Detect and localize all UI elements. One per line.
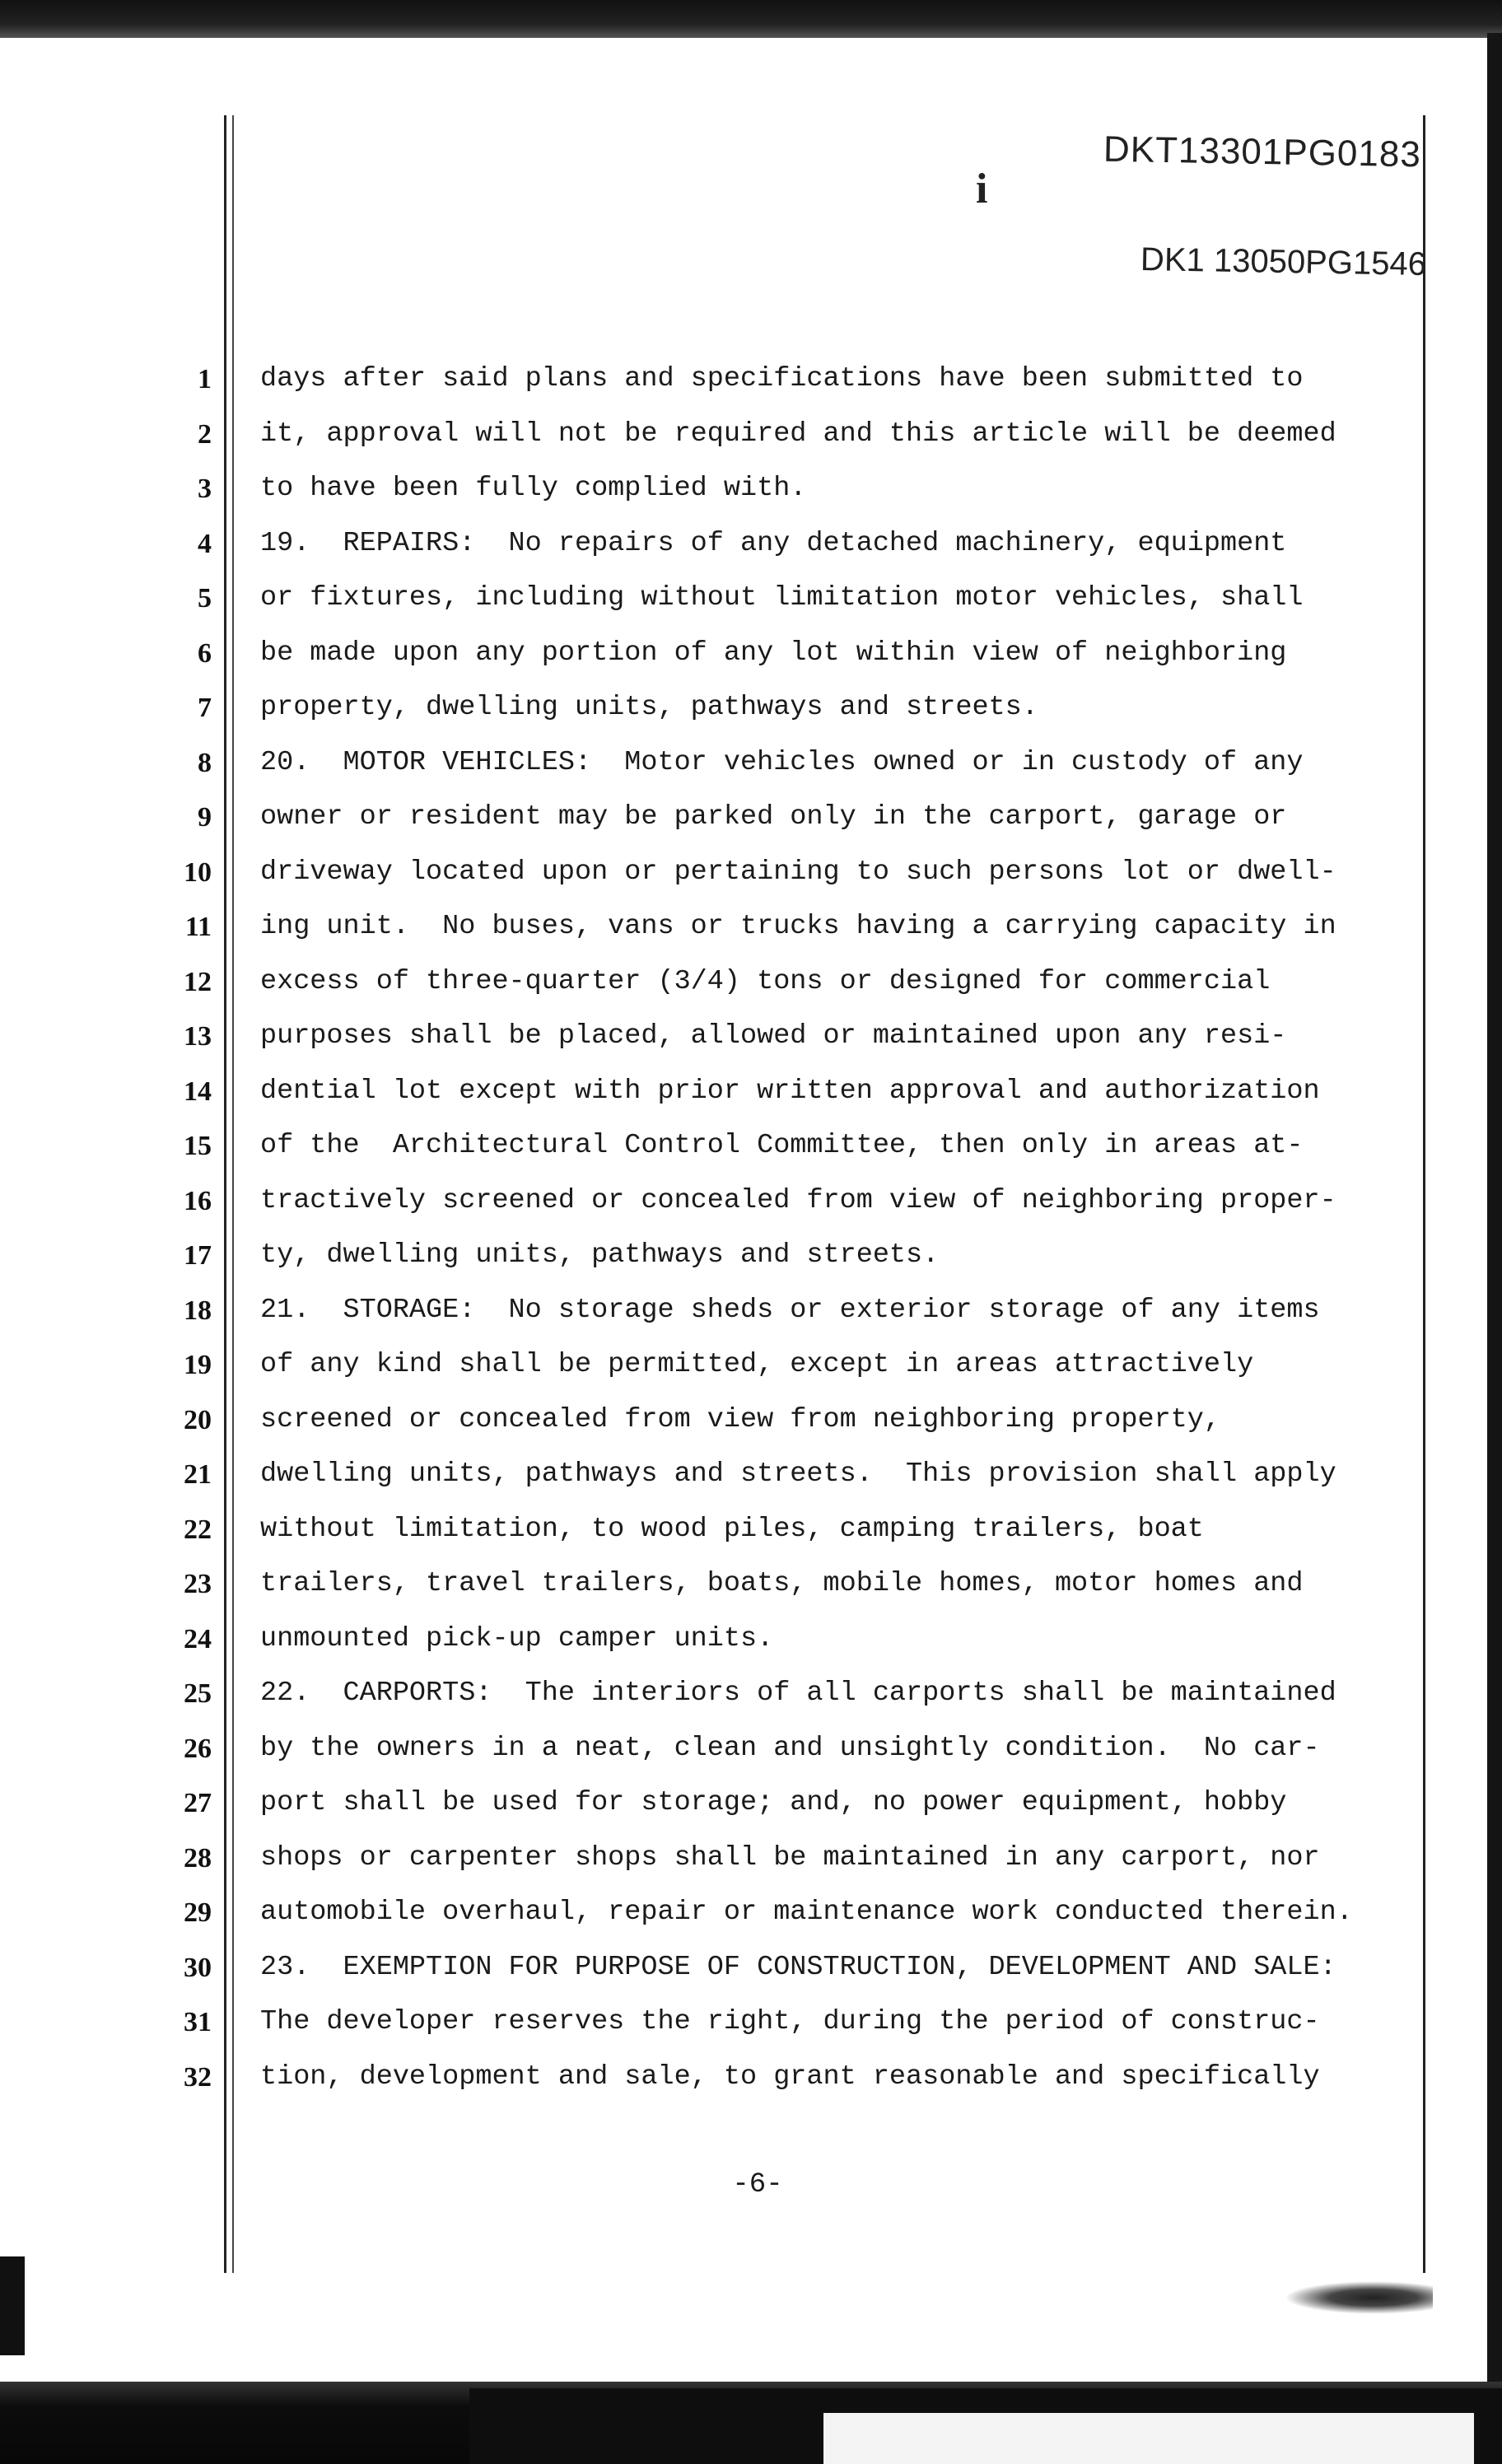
line-number: 26 bbox=[184, 1734, 212, 1764]
line-number: 12 bbox=[184, 967, 212, 997]
line-text: of the Architectural Control Committee, then only in areas at- bbox=[260, 1130, 1304, 1161]
scan-right-border bbox=[1487, 33, 1502, 2464]
line-text: screened or concealed from view from neighboring property, bbox=[260, 1404, 1220, 1435]
line-text: dwelling units, pathways and streets. This provision shall apply bbox=[260, 1458, 1336, 1490]
line-text: be made upon any portion of any lot within view of neighboring bbox=[260, 637, 1287, 669]
page-number: -6- bbox=[732, 2169, 783, 2200]
line-number: 22 bbox=[184, 1514, 212, 1545]
left-margin-rule bbox=[224, 115, 226, 2273]
line-number: 13 bbox=[184, 1021, 212, 1052]
line-text: 20. MOTOR VEHICLES: Motor vehicles owned or in custody of any bbox=[260, 747, 1304, 778]
line-number: 14 bbox=[184, 1076, 212, 1107]
line-text: port shall be used for storage; and, no power equipment, hobby bbox=[260, 1787, 1287, 1818]
line-text: dential lot except with prior written approval and authorization bbox=[260, 1076, 1320, 1107]
line-text: it, approval will not be required and this article will be deemed bbox=[260, 418, 1336, 450]
line-text: tion, development and sale, to grant reasonable and specifically bbox=[260, 2061, 1320, 2093]
line-text: automobile overhaul, repair or maintenance work conducted therein. bbox=[260, 1897, 1353, 1928]
line-text: purposes shall be placed, allowed or maintained upon any resi- bbox=[260, 1020, 1287, 1052]
line-number: 19 bbox=[184, 1350, 212, 1380]
line-text: ing unit. No buses, vans or trucks having a carrying capacity in bbox=[260, 911, 1336, 942]
line-number: 24 bbox=[184, 1624, 212, 1654]
line-number: 5 bbox=[198, 583, 212, 614]
line-number: 31 bbox=[184, 2007, 212, 2037]
line-number: 6 bbox=[198, 638, 212, 669]
line-number: 3 bbox=[198, 474, 212, 504]
line-text: trailers, travel trailers, boats, mobile homes, motor homes and bbox=[260, 1568, 1304, 1599]
docket-stamp-primary: DKT13301PG0183 bbox=[1103, 128, 1422, 175]
line-number: 27 bbox=[184, 1788, 212, 1818]
line-number: 23 bbox=[184, 1569, 212, 1599]
line-number: 29 bbox=[184, 1897, 212, 1928]
line-number: 15 bbox=[184, 1131, 212, 1161]
line-number: 32 bbox=[184, 2062, 212, 2093]
line-text: 21. STORAGE: No storage sheds or exterior storage of any items bbox=[260, 1295, 1320, 1326]
line-number: 8 bbox=[198, 748, 212, 778]
docket-stamp-secondary: DK1 13050PG1546 bbox=[1140, 240, 1427, 283]
line-text: by the owners in a neat, clean and unsightly condition. No car- bbox=[260, 1733, 1320, 1764]
line-text: or fixtures, including without limitation motor vehicles, shall bbox=[260, 582, 1304, 614]
line-text: tractively screened or concealed from view of neighboring proper- bbox=[260, 1185, 1336, 1216]
line-number: 11 bbox=[184, 912, 212, 942]
line-text: to have been fully complied with. bbox=[260, 473, 807, 504]
line-text: unmounted pick-up camper units. bbox=[260, 1623, 774, 1654]
line-text: The developer reserves the right, during the period of construc- bbox=[260, 2006, 1320, 2037]
line-number: 9 bbox=[198, 802, 212, 833]
line-number: 4 bbox=[198, 529, 212, 559]
line-number: 21 bbox=[184, 1459, 212, 1490]
line-text: 22. CARPORTS: The interiors of all carports shall be maintained bbox=[260, 1678, 1336, 1709]
line-text: 19. REPAIRS: No repairs of any detached machinery, equipment bbox=[260, 528, 1287, 559]
line-text: property, dwelling units, pathways and streets. bbox=[260, 692, 1038, 723]
scan-bottom-paper bbox=[823, 2413, 1474, 2464]
line-text: without limitation, to wood piles, camping trailers, boat bbox=[260, 1514, 1204, 1545]
line-text: days after said plans and specifications have been submitted to bbox=[260, 363, 1304, 394]
line-number: 30 bbox=[184, 1953, 212, 1983]
line-number: 28 bbox=[184, 1843, 212, 1874]
scan-top-border bbox=[0, 0, 1502, 38]
line-text: ty, dwelling units, pathways and streets. bbox=[260, 1239, 940, 1271]
line-number: 18 bbox=[184, 1295, 212, 1326]
ink-smudge bbox=[1285, 2281, 1433, 2314]
line-number: 1 bbox=[198, 364, 212, 394]
line-number: 7 bbox=[198, 693, 212, 723]
scan-left-border bbox=[0, 2256, 25, 2355]
right-margin-rule bbox=[1423, 115, 1425, 2273]
line-text: shops or carpenter shops shall be maintained in any carport, nor bbox=[260, 1842, 1320, 1874]
header-mark: i bbox=[976, 166, 988, 212]
line-text: driveway located upon or pertaining to such persons lot or dwell- bbox=[260, 856, 1336, 888]
line-text: 23. EXEMPTION FOR PURPOSE OF CONSTRUCTION, DEVELOPMENT AND SALE: bbox=[260, 1952, 1336, 1983]
line-number: 25 bbox=[184, 1678, 212, 1709]
left-margin-rule-inner bbox=[232, 115, 234, 2273]
line-text: of any kind shall be permitted, except in areas attractively bbox=[260, 1349, 1254, 1380]
line-number: 17 bbox=[184, 1240, 212, 1271]
line-number: 16 bbox=[184, 1186, 212, 1216]
line-text: excess of three-quarter (3/4) tons or designed for commercial bbox=[260, 966, 1271, 997]
line-number: 10 bbox=[184, 857, 212, 888]
line-text: owner or resident may be parked only in the carport, garage or bbox=[260, 801, 1287, 833]
line-number: 2 bbox=[198, 419, 212, 450]
line-number: 20 bbox=[184, 1405, 212, 1435]
